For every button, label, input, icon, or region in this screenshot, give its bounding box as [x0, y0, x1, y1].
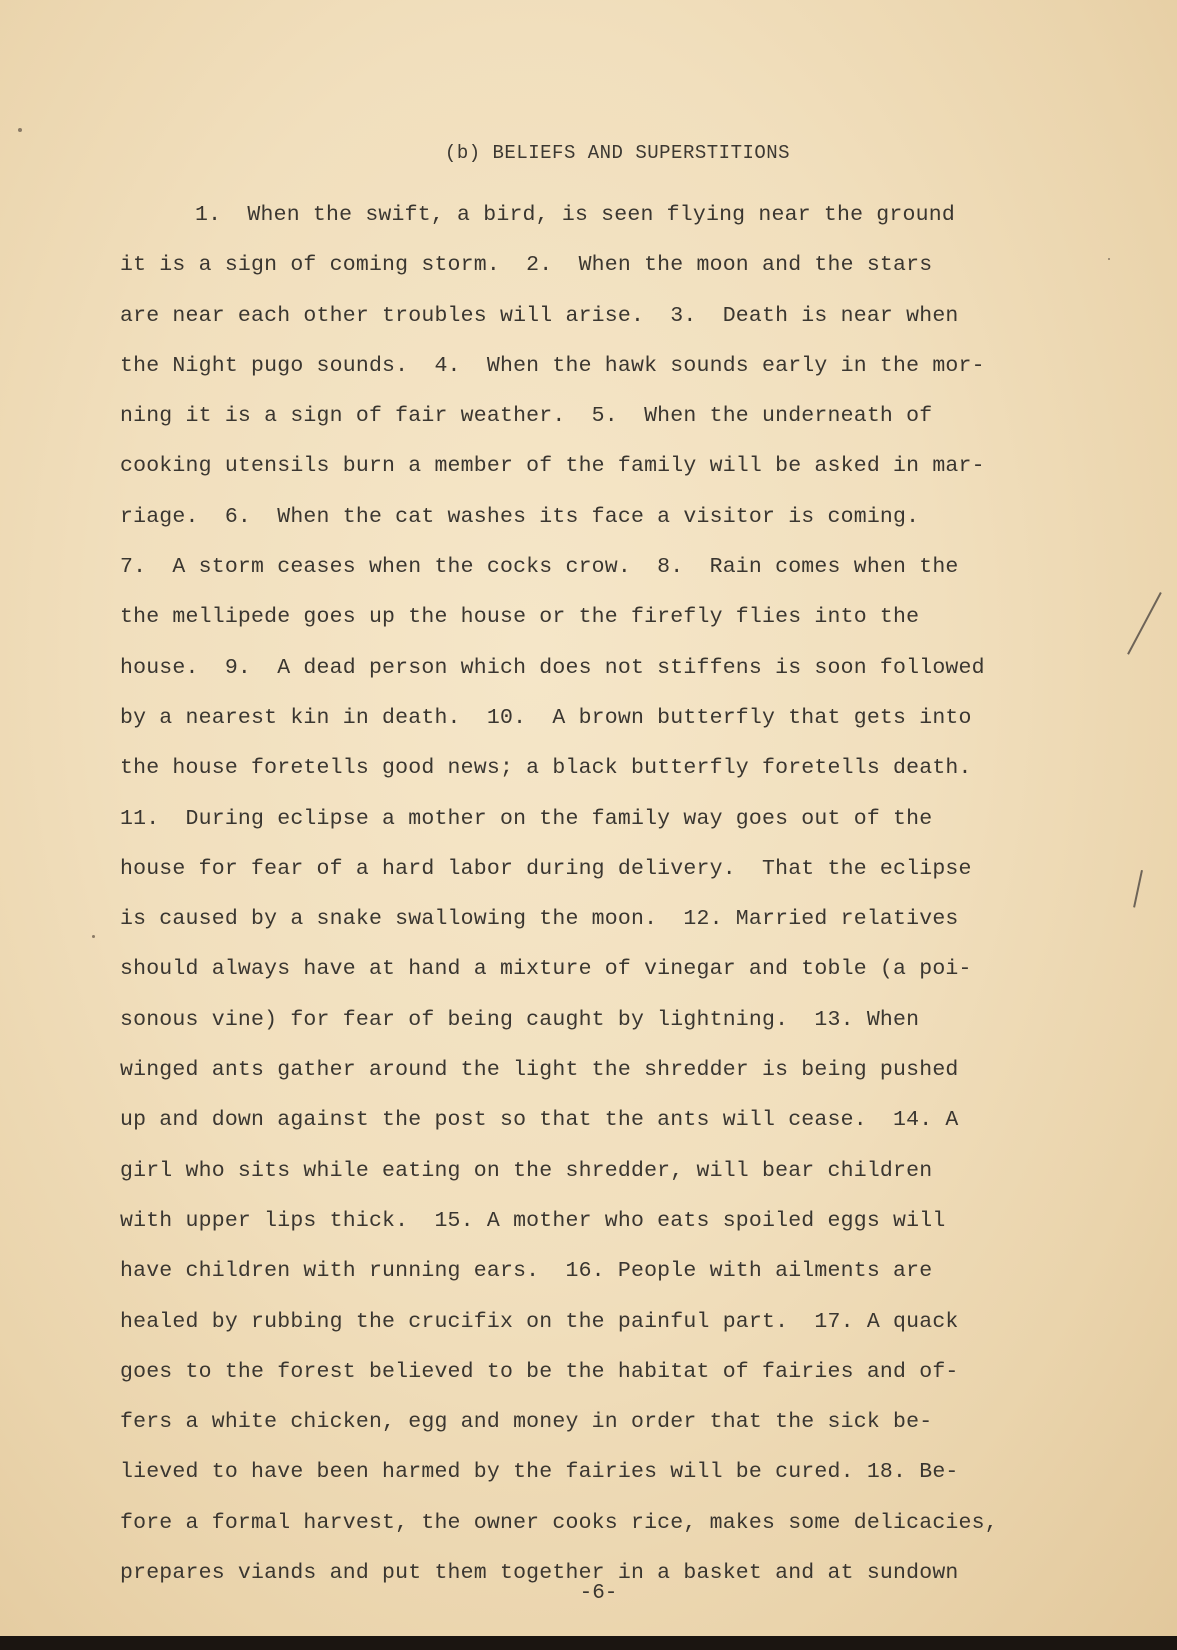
text-line: healed by rubbing the crucifix on the painful part. 17. A quack — [120, 1309, 959, 1334]
text-line: are near each other troubles will arise. 3. Death is near when — [120, 303, 959, 328]
text-line: up and down against the post so that the ants will cease. 14. A — [120, 1108, 959, 1133]
margin-pencil-mark — [1127, 592, 1162, 655]
text-line: should always have at hand a mixture of vinegar and toble (a poi- — [120, 957, 972, 982]
text-line: the house foretells good news; a black butterfly foretells death. — [120, 756, 972, 781]
text-line: it is a sign of coming storm. 2. When the moon and the stars — [120, 253, 933, 278]
text-line: prepares viands and put them together in a basket and at sundown — [120, 1561, 959, 1586]
text-line: girl who sits while eating on the shredder, will bear children — [120, 1158, 933, 1183]
paper-speck — [18, 128, 22, 132]
text-line: lieved to have been harmed by the fairies will be cured. 18. Be- — [120, 1460, 959, 1485]
page-number: -6- — [579, 1582, 618, 1605]
text-line: 1. When the swift, a bird, is seen flying near the ground — [195, 203, 955, 227]
text-line: fore a formal harvest, the owner cooks rice, makes some delicacies, — [120, 1510, 998, 1535]
margin-pencil-mark — [1133, 870, 1143, 908]
text-line: winged ants gather around the light the shredder is being pushed — [120, 1058, 959, 1083]
text-line: the mellipede goes up the house or the firefly flies into the — [120, 605, 920, 630]
text-line: ning it is a sign of fair weather. 5. When the underneath of — [120, 404, 933, 429]
text-line: house. 9. A dead person which does not stiffens is soon followed — [120, 655, 985, 680]
text-line: goes to the forest believed to be the habitat of fairies and of- — [120, 1359, 959, 1384]
text-line: have children with running ears. 16. People with ailments are — [120, 1259, 933, 1284]
text-line: 11. During eclipse a mother on the family way goes out of the — [120, 806, 933, 831]
text-line: with upper lips thick. 15. A mother who eats spoiled eggs will — [120, 1208, 946, 1233]
body-text — [120, 190, 1110, 1598]
section-heading-text: (b) BELIEFS AND SUPERSTITIONS — [444, 142, 791, 164]
text-line: sonous vine) for fear of being caught by lightning. 13. When — [120, 1007, 920, 1032]
text-line: fers a white chicken, egg and money in order that the sick be- — [120, 1410, 933, 1435]
text-line: house for fear of a hard labor during delivery. That the eclipse — [120, 856, 972, 881]
paper-speck — [92, 935, 95, 938]
text-line: riage. 6. When the cat washes its face a visitor is coming. — [120, 504, 920, 529]
text-line: is caused by a snake swallowing the moon. 12. Married relatives — [120, 907, 959, 932]
section-heading — [0, 142, 1177, 164]
text-line: by a nearest kin in death. 10. A brown butterfly that gets into — [120, 705, 972, 730]
text-line: the Night pugo sounds. 4. When the hawk sounds early in the mor- — [120, 353, 985, 378]
scan-edge — [0, 1636, 1177, 1650]
text-line: 7. A storm ceases when the cocks crow. 8. Rain comes when the — [120, 555, 959, 580]
text-line: cooking utensils burn a member of the family will be asked in mar- — [120, 454, 985, 479]
